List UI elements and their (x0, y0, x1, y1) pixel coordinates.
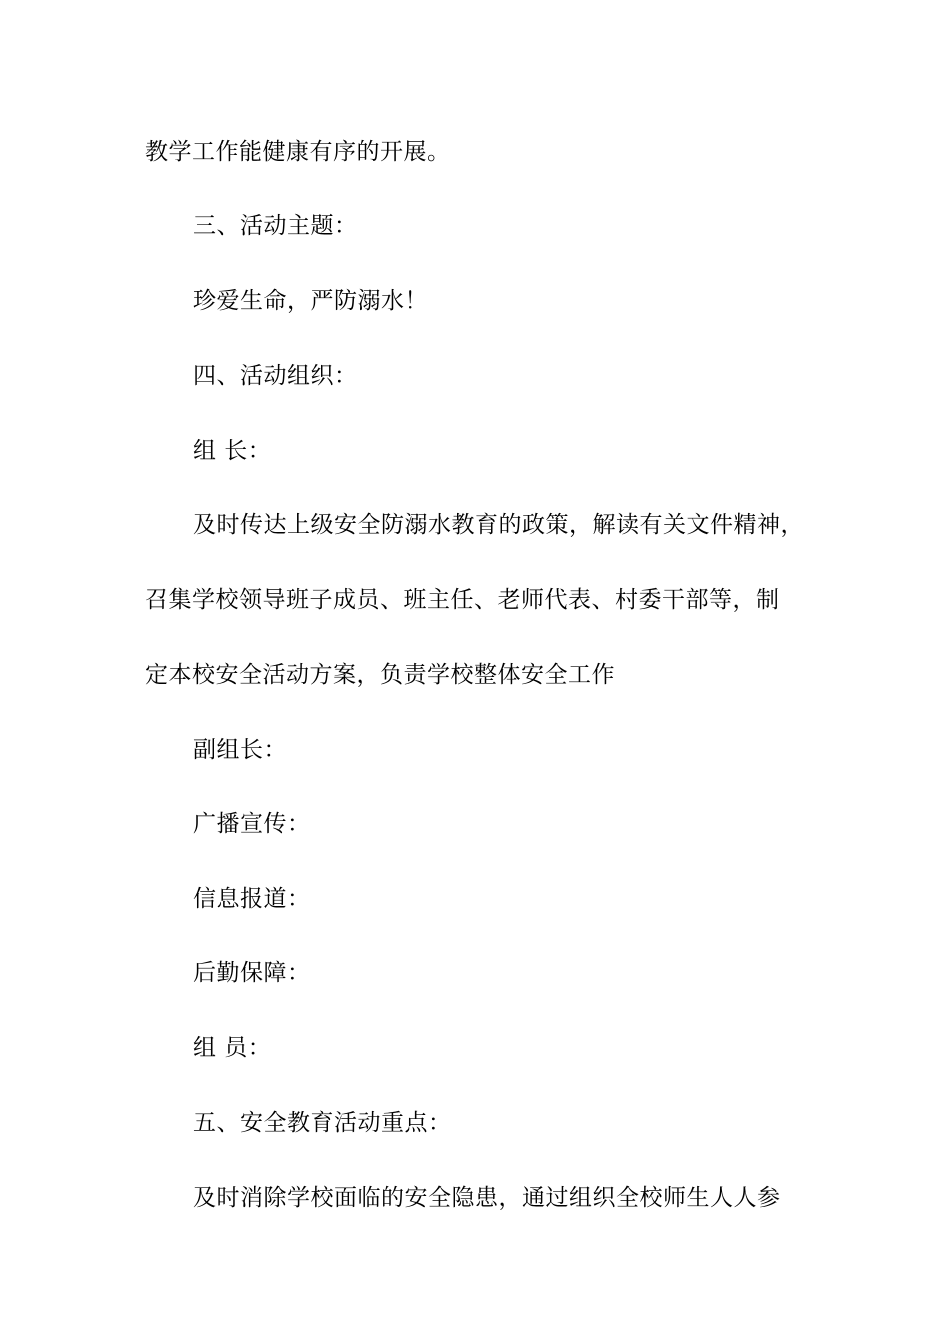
leader-duty-line-1: 及时传达上级安全防溺水教育的政策，解读有关文件精神， (193, 512, 804, 538)
section-heading-focus: 五、安全教育活动重点： (193, 1110, 452, 1136)
role-logistics-label: 后勤保障： (193, 960, 311, 986)
role-members-label: 组 员： (193, 1035, 272, 1061)
role-broadcast-label: 广播宣传： (193, 811, 311, 837)
section-heading-organization: 四、活动组织： (193, 363, 358, 389)
leader-duty-line-3: 定本校安全活动方案，负责学校整体安全工作 (145, 662, 615, 688)
role-leader-label: 组 长： (193, 438, 272, 464)
paragraph-continuation: 教学工作能健康有序的开展。 (145, 139, 451, 165)
focus-text-line-1: 及时消除学校面临的安全隐患，通过组织全校师生人人参 (193, 1185, 781, 1211)
leader-duty-line-2: 召集学校领导班子成员、班主任、老师代表、村委干部等，制 (145, 587, 780, 613)
section-heading-theme: 三、活动主题： (193, 213, 358, 239)
activity-theme-text: 珍爱生命，严防溺水！ (193, 288, 428, 314)
role-news-report-label: 信息报道： (193, 886, 311, 912)
role-deputy-leader-label: 副组长： (193, 737, 287, 763)
